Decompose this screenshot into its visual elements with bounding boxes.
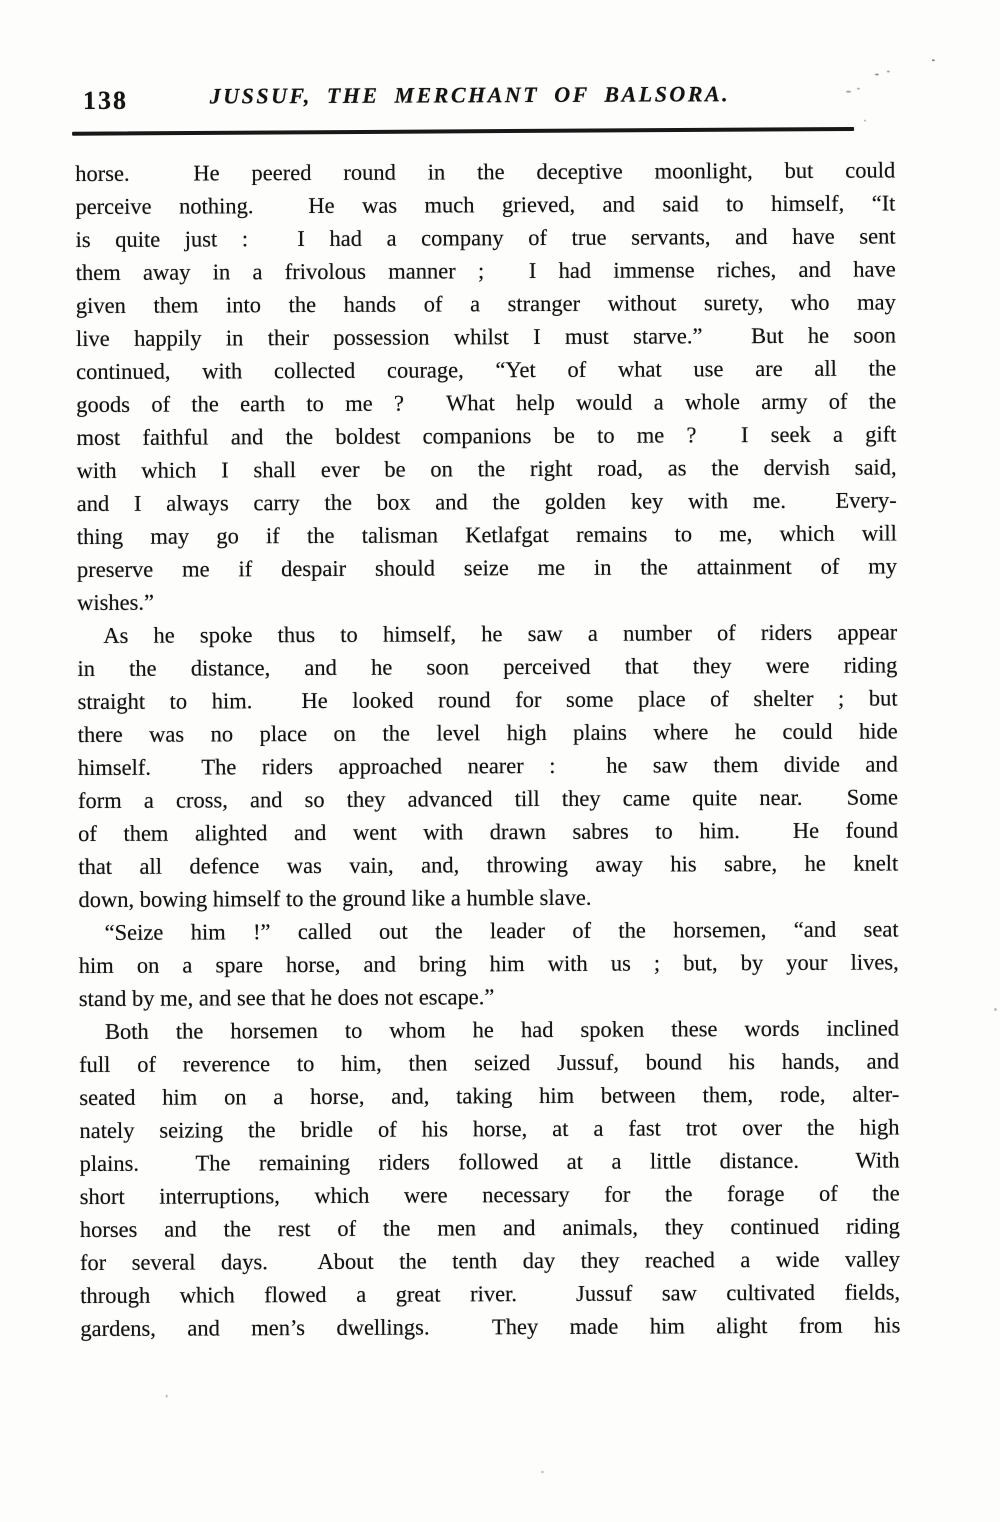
text-line: is quite just : I had a company of true servants, and have sent [75, 223, 896, 253]
text-line: seated him on a horse, and, taking him between them, rode, alter- [79, 1081, 900, 1111]
scan-speck [166, 1395, 168, 1398]
running-title: JUSSUF, THE MERCHANT OF BALSORA. [209, 81, 731, 109]
text-body [75, 153, 900, 1345]
text-line: that all defence was vain, and, throwing away his sabre, he knelt [78, 850, 899, 880]
text-line: through which flowed a great river. Jussuf saw cultivated fields, [80, 1279, 901, 1309]
page-number: 138 [82, 85, 129, 115]
text-line: continued, with collected courage, “Yet of what use are all the [76, 355, 897, 385]
text-line: preserve me if despair should seize me in the attainment of my [76, 553, 898, 583]
text-line: most faithful and the boldest companions be to me ? I seek a gift [76, 421, 897, 451]
scan-speck [887, 70, 890, 72]
scan-speck [857, 88, 860, 90]
text-line: “Seize him !” called out the leader of the horsemen, “and seat [104, 916, 899, 945]
text-line: full of reverence to him, then seized Jussuf, bound his hands, and [79, 1048, 900, 1078]
text-line: goods of the earth to me ? What help would a whole army of the [76, 388, 897, 418]
scan-speck [932, 59, 935, 61]
text-line: given them into the hands of a stranger without surety, who may [75, 289, 896, 319]
text-line: form a cross, and so they advanced till they came quite near. Some [77, 784, 899, 814]
text-line: short interruptions, which were necessary for the forage of the [79, 1180, 900, 1210]
paragraph [79, 912, 899, 1015]
header-rule [72, 127, 854, 135]
text-line: thing may go if the talisman Ketlafgat remains to me, which will [76, 520, 897, 550]
text-line: wishes.” [77, 589, 155, 616]
text-line: in the distance, and he soon perceived that they were riding [77, 652, 898, 682]
paragraph [75, 153, 897, 619]
scan-speck [846, 91, 851, 93]
paragraph [79, 1011, 900, 1345]
text-line: plains. The remaining riders followed at a little distance. With [79, 1147, 900, 1177]
page-header [75, 80, 895, 120]
text-line: of them alighted and went with drawn sabres to him. He found [78, 817, 899, 847]
paragraph [77, 615, 898, 916]
text-line: straight to him. He looked round for some place of shelter ; but [77, 685, 898, 715]
scan-speck [994, 1008, 997, 1011]
text-line: and I always carry the box and the golden key with me. Every- [76, 487, 897, 517]
text-line: down, bowing himself to the ground like a humble slave. [78, 884, 592, 913]
text-line: gardens, and men’s dwellings. They made him alight from his [80, 1312, 901, 1342]
text-line: horses and the rest of the men and animals, they continued riding [79, 1213, 900, 1243]
scan-speck [875, 74, 879, 76]
text-line: live happily in their possession whilst I must starve.” But he soon [75, 322, 897, 352]
text-line: himself. The riders approached nearer : he saw them divide and [77, 751, 898, 781]
text-line: there was no place on the level high plains where he could hide [77, 718, 898, 748]
text-line: stand by me, and see that he does not escape.” [78, 984, 495, 1012]
text-line: horse. He peered round in the deceptive moonlight, but could [75, 157, 896, 187]
text-line: nately seizing the bridle of his horse, at a fast trot over the high [79, 1114, 900, 1144]
text-line: with which I shall ever be on the right road, as the dervish said, [76, 454, 897, 484]
scan-speck [541, 1471, 544, 1473]
text-line: perceive nothing. He was much grieved, and said to himself, “It [75, 190, 896, 220]
text-line: him on a spare horse, and bring him with us ; but, by your lives, [78, 949, 899, 979]
text-line: As he spoke thus to himself, he saw a number of riders appear [103, 619, 898, 648]
text-line: Both the horsemen to whom he had spoken these words inclined [104, 1015, 900, 1044]
text-line: them away in a frivolous manner ; I had immense riches, and have [75, 256, 896, 286]
scan-speck [864, 120, 866, 122]
text-line: for several days. About the tenth day they reached a wide valley [79, 1246, 901, 1276]
